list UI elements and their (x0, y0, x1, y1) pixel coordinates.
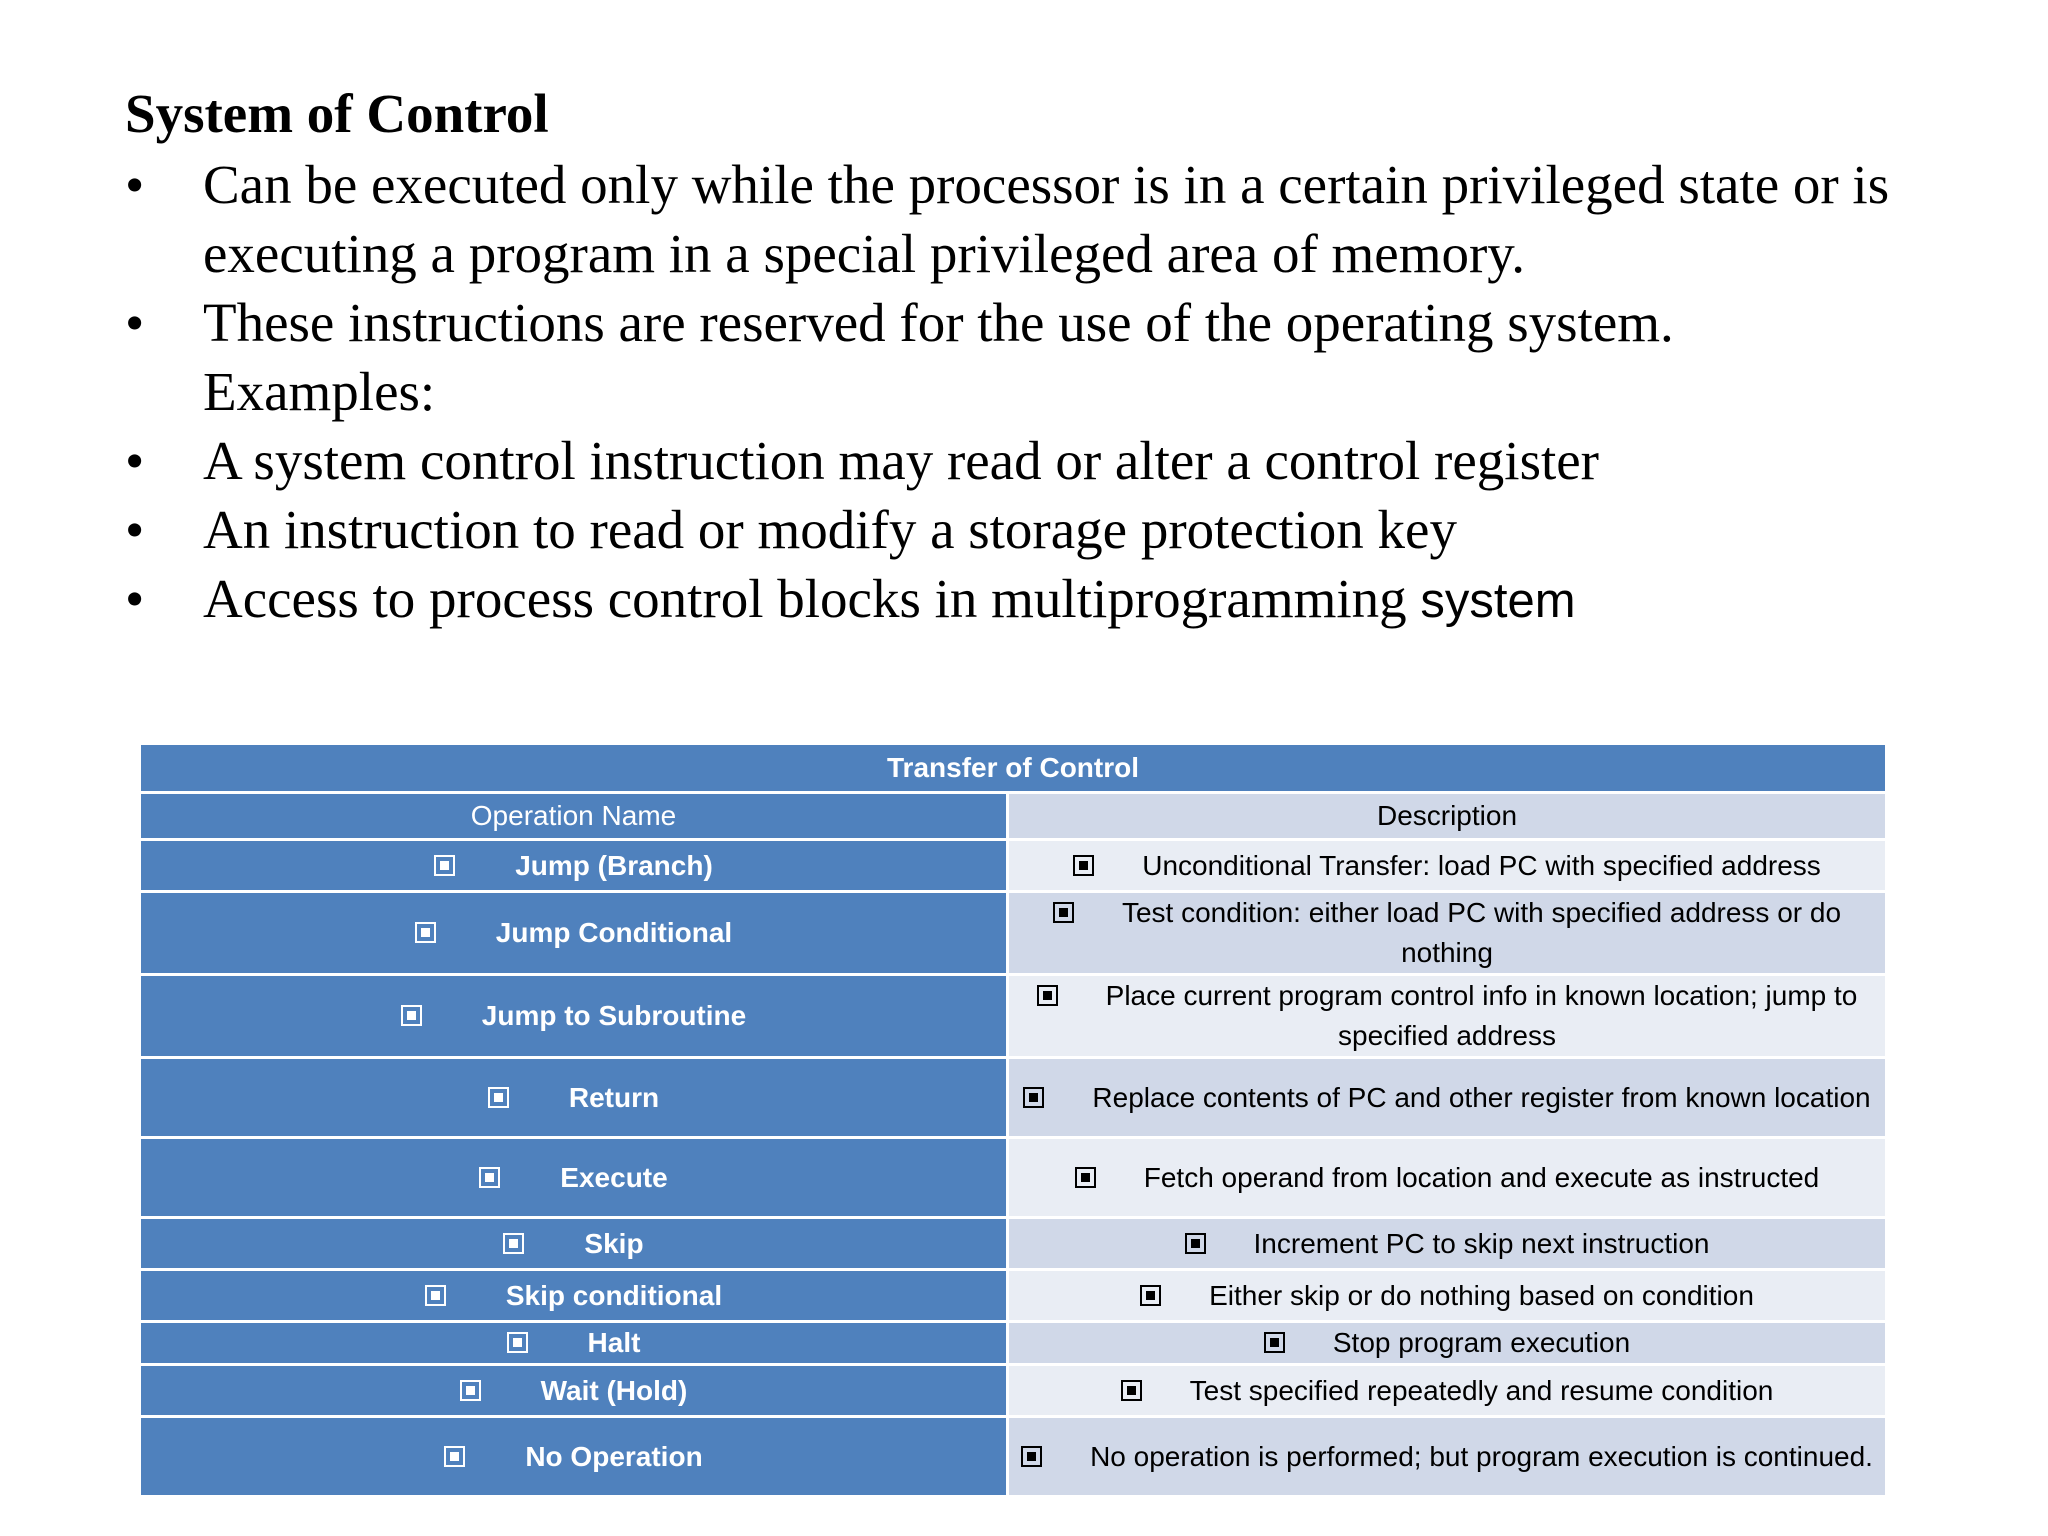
checkbox-square-icon (503, 1233, 524, 1254)
checkbox-square-icon (415, 922, 436, 943)
table-row (140, 975, 1887, 1058)
checkbox-square-icon (1021, 1446, 1042, 1467)
operation-name-cell (140, 1322, 1008, 1365)
checkbox-square-icon (425, 1285, 446, 1306)
operation-description: Replace contents of PC and other register from known location (1092, 1081, 1871, 1113)
description-cell (1008, 892, 1887, 975)
table-row (140, 840, 1887, 892)
operation-name: Jump to Subroutine (481, 1000, 747, 1031)
description-cell (1008, 1417, 1887, 1497)
checkbox-square-icon (1053, 902, 1074, 923)
column-header-description: Description (1008, 793, 1887, 840)
operation-description: Either skip or do nothing based on condition (1209, 1279, 1754, 1311)
operation-name-cell (140, 1417, 1008, 1497)
checkbox-square-icon (434, 855, 455, 876)
transfer-of-control-table-wrap (138, 742, 1885, 1498)
table-row (140, 1270, 1887, 1322)
operation-name-cell (140, 975, 1008, 1058)
table-body (140, 840, 1887, 1497)
checkbox-square-icon (1121, 1380, 1142, 1401)
operation-name: Skip conditional (505, 1279, 723, 1311)
bullet-item (125, 495, 1985, 564)
description-cell (1008, 975, 1887, 1058)
operation-name-cell (140, 1218, 1008, 1270)
description-cell (1008, 1058, 1887, 1138)
operation-name-cell (140, 1365, 1008, 1417)
operation-name-cell (140, 1058, 1008, 1138)
operation-description: Fetch operand from location and execute as instructed (1143, 1161, 1820, 1193)
bullet-text: A system control instruction may read or alter a control register (203, 430, 1599, 491)
operation-name-cell (140, 1138, 1008, 1218)
description-cell (1008, 1270, 1887, 1322)
operation-description: No operation is performed; but program execution is continued. (1090, 1440, 1873, 1472)
operation-name: No Operation (525, 1440, 703, 1472)
checkbox-square-icon (1264, 1332, 1285, 1353)
operation-name: Execute (560, 1161, 668, 1193)
description-cell (1008, 1322, 1887, 1365)
operation-name: Wait (Hold) (540, 1374, 688, 1406)
bullet-item-continuation (125, 357, 1985, 426)
table-row (140, 892, 1887, 975)
table-caption: Transfer of Control (140, 744, 1887, 793)
checkbox-square-icon (488, 1087, 509, 1108)
checkbox-square-icon (507, 1332, 528, 1353)
operation-description: Place current program control info in known location; jump to specified address (1105, 980, 1858, 1051)
bullet-text: Can be executed only while the processor is in a certain privileged state or is executing a program in a special privileged area of memory. (203, 154, 1890, 284)
table-row (140, 1365, 1887, 1417)
operation-description: Increment PC to skip next instruction (1253, 1227, 1710, 1259)
operation-name: Halt (587, 1327, 641, 1358)
description-cell (1008, 840, 1887, 892)
checkbox-square-icon (479, 1167, 500, 1188)
checkbox-square-icon (1185, 1233, 1206, 1254)
checkbox-square-icon (401, 1005, 422, 1026)
bullet-text: These instructions are reserved for the use of the operating system. (203, 292, 1674, 353)
checkbox-square-icon (1073, 855, 1094, 876)
bullet-item (125, 288, 1985, 357)
operation-name: Jump Conditional (495, 917, 733, 948)
operation-description: Test condition: either load PC with specified address or do nothing (1121, 897, 1842, 968)
transfer-of-control-table (138, 742, 1888, 1498)
bullet-text: Access to process control blocks in multiprogramming (203, 568, 1421, 629)
checkbox-square-icon (460, 1380, 481, 1401)
description-cell (1008, 1218, 1887, 1270)
operation-name-cell (140, 840, 1008, 892)
operation-description: Test specified repeatedly and resume condition (1189, 1374, 1774, 1406)
operation-description: Stop program execution (1332, 1327, 1631, 1358)
bullet-text: Examples: (203, 361, 436, 422)
checkbox-square-icon (1075, 1167, 1096, 1188)
operation-name: Jump (Branch) (515, 849, 713, 881)
table-row (140, 1218, 1887, 1270)
description-cell (1008, 1138, 1887, 1218)
table-row (140, 1138, 1887, 1218)
table-row (140, 1417, 1887, 1497)
description-cell (1008, 1365, 1887, 1417)
table-row (140, 1322, 1887, 1365)
bullet-item (125, 426, 1985, 495)
checkbox-square-icon (1023, 1087, 1044, 1108)
bullet-list (125, 150, 1985, 636)
operation-name: Return (568, 1081, 660, 1113)
bullet-item (125, 150, 1985, 288)
operation-description: Unconditional Transfer: load PC with specified address (1142, 849, 1821, 881)
operation-name: Skip (584, 1227, 644, 1259)
operation-name-cell (140, 892, 1008, 975)
slide-title: System of Control (125, 83, 549, 144)
table-row (140, 1058, 1887, 1138)
operation-name-cell (140, 1270, 1008, 1322)
bullet-item (125, 564, 1985, 636)
checkbox-square-icon (1140, 1285, 1161, 1306)
checkbox-square-icon (444, 1446, 465, 1467)
bullet-text-tail: system (1420, 574, 1576, 628)
checkbox-square-icon (1037, 985, 1058, 1006)
bullet-text: An instruction to read or modify a storage protection key (203, 499, 1457, 560)
column-header-operation: Operation Name (140, 793, 1008, 840)
